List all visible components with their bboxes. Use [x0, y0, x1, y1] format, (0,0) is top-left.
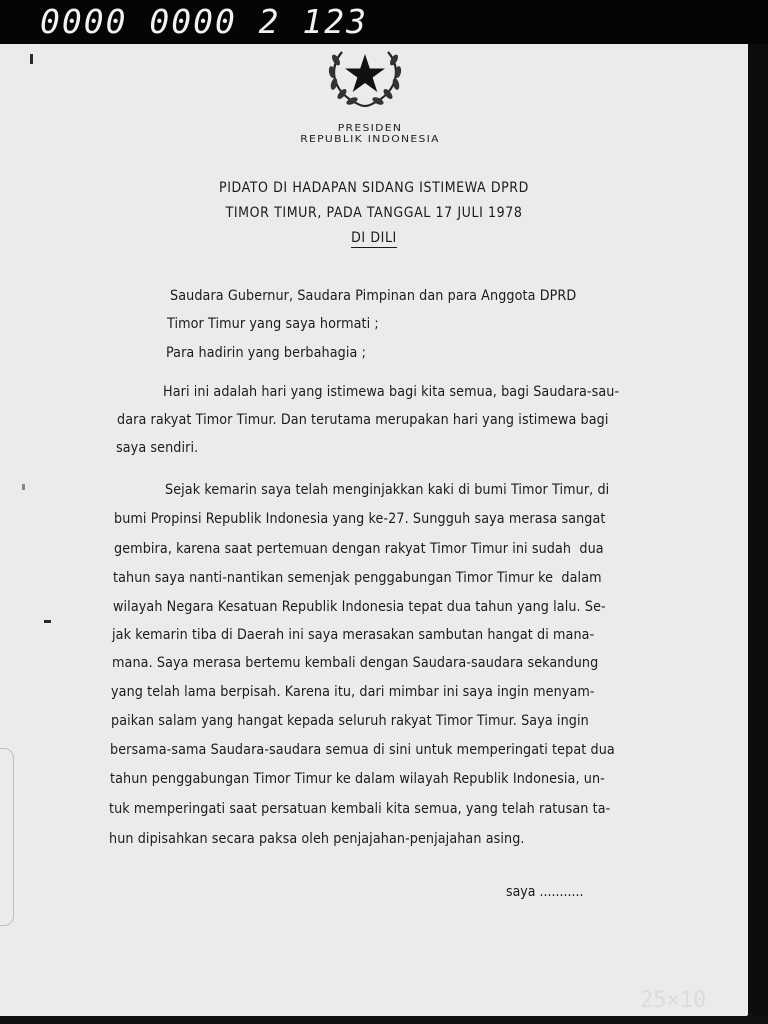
paragraph-line: mana. Saya merasa bertemu kembali dengan Saudara-saudara sekandung — [112, 655, 599, 671]
paragraph-line: bersama-sama Saudara-saudara semua di sini untuk memperingati tepat dua — [110, 742, 615, 758]
continuation-catchword: saya ........... — [506, 884, 584, 900]
title-line-2: TIMOR TIMUR, PADA TANGGAL 17 JULI 1978 — [225, 205, 523, 221]
title-location: DI DILI — [351, 230, 397, 246]
paragraph-line: paikan salam yang hangat kepada seluruh rakyat Timor Timur. Saya ingin — [111, 713, 589, 729]
paragraph-line: tuk memperingati saat persatuan kembali kita semua, yang telah ratusan ta- — [109, 801, 611, 817]
letterhead-line-1: PRESIDEN — [337, 123, 403, 134]
film-code: 0000 0000 2 123 — [40, 2, 369, 41]
presidential-emblem-icon — [322, 44, 408, 110]
page-fold-mark — [0, 748, 14, 926]
salutation-line: Timor Timur yang saya hormati ; — [167, 316, 379, 332]
ink-mark — [30, 54, 33, 64]
title-line-3 — [0, 230, 748, 246]
paragraph-line: tahun saya nanti-nantikan semenjak penggabungan Timor Timur ke dalam — [113, 570, 602, 586]
paragraph-line: saya sendiri. — [116, 440, 199, 456]
paragraph-line: dara rakyat Timor Timur. Dan terutama merupakan hari yang istimewa bagi — [117, 412, 609, 428]
ink-mark — [44, 620, 51, 623]
salutation-line: Saudara Gubernur, Saudara Pimpinan dan para Anggota DPRD — [170, 288, 577, 304]
paragraph-line: wilayah Negara Kesatuan Republik Indonesia tepat dua tahun yang lalu. Se- — [113, 599, 606, 615]
paragraph-line: gembira, karena saat pertemuan dengan rakyat Timor Timur ini sudah dua — [114, 541, 604, 557]
film-right-border — [748, 44, 768, 1024]
paragraph-line: bumi Propinsi Republik Indonesia yang ke-27. Sungguh saya merasa sangat — [114, 511, 606, 527]
paragraph-line: jak kemarin tiba di Daerah ini saya merasakan sambutan hangat di mana- — [112, 627, 595, 643]
ink-mark — [22, 484, 25, 490]
paragraph-line: Hari ini adalah hari yang istimewa bagi kita semua, bagi Saudara-sau- — [163, 384, 620, 400]
salutation-line: Para hadirin yang berbahagia ; — [166, 345, 366, 361]
page-stamp: 25×10 — [640, 988, 707, 1013]
film-bottom-border — [0, 1016, 768, 1024]
title-line-1: PIDATO DI HADAPAN SIDANG ISTIMEWA DPRD — [219, 180, 529, 196]
paragraph-line: yang telah lama berpisah. Karena itu, dari mimbar ini saya ingin menyam- — [111, 684, 595, 700]
letterhead-line-2: REPUBLIK INDONESIA — [300, 134, 440, 145]
paragraph-line: Sejak kemarin saya telah menginjakkan kaki di bumi Timor Timur, di — [165, 482, 610, 498]
paragraph-line: tahun penggabungan Timor Timur ke dalam wilayah Republik Indonesia, un- — [110, 771, 605, 787]
paragraph-line: hun dipisahkan secara paksa oleh penjajahan-penjajahan asing. — [109, 831, 525, 847]
film-header-bar — [0, 0, 768, 46]
